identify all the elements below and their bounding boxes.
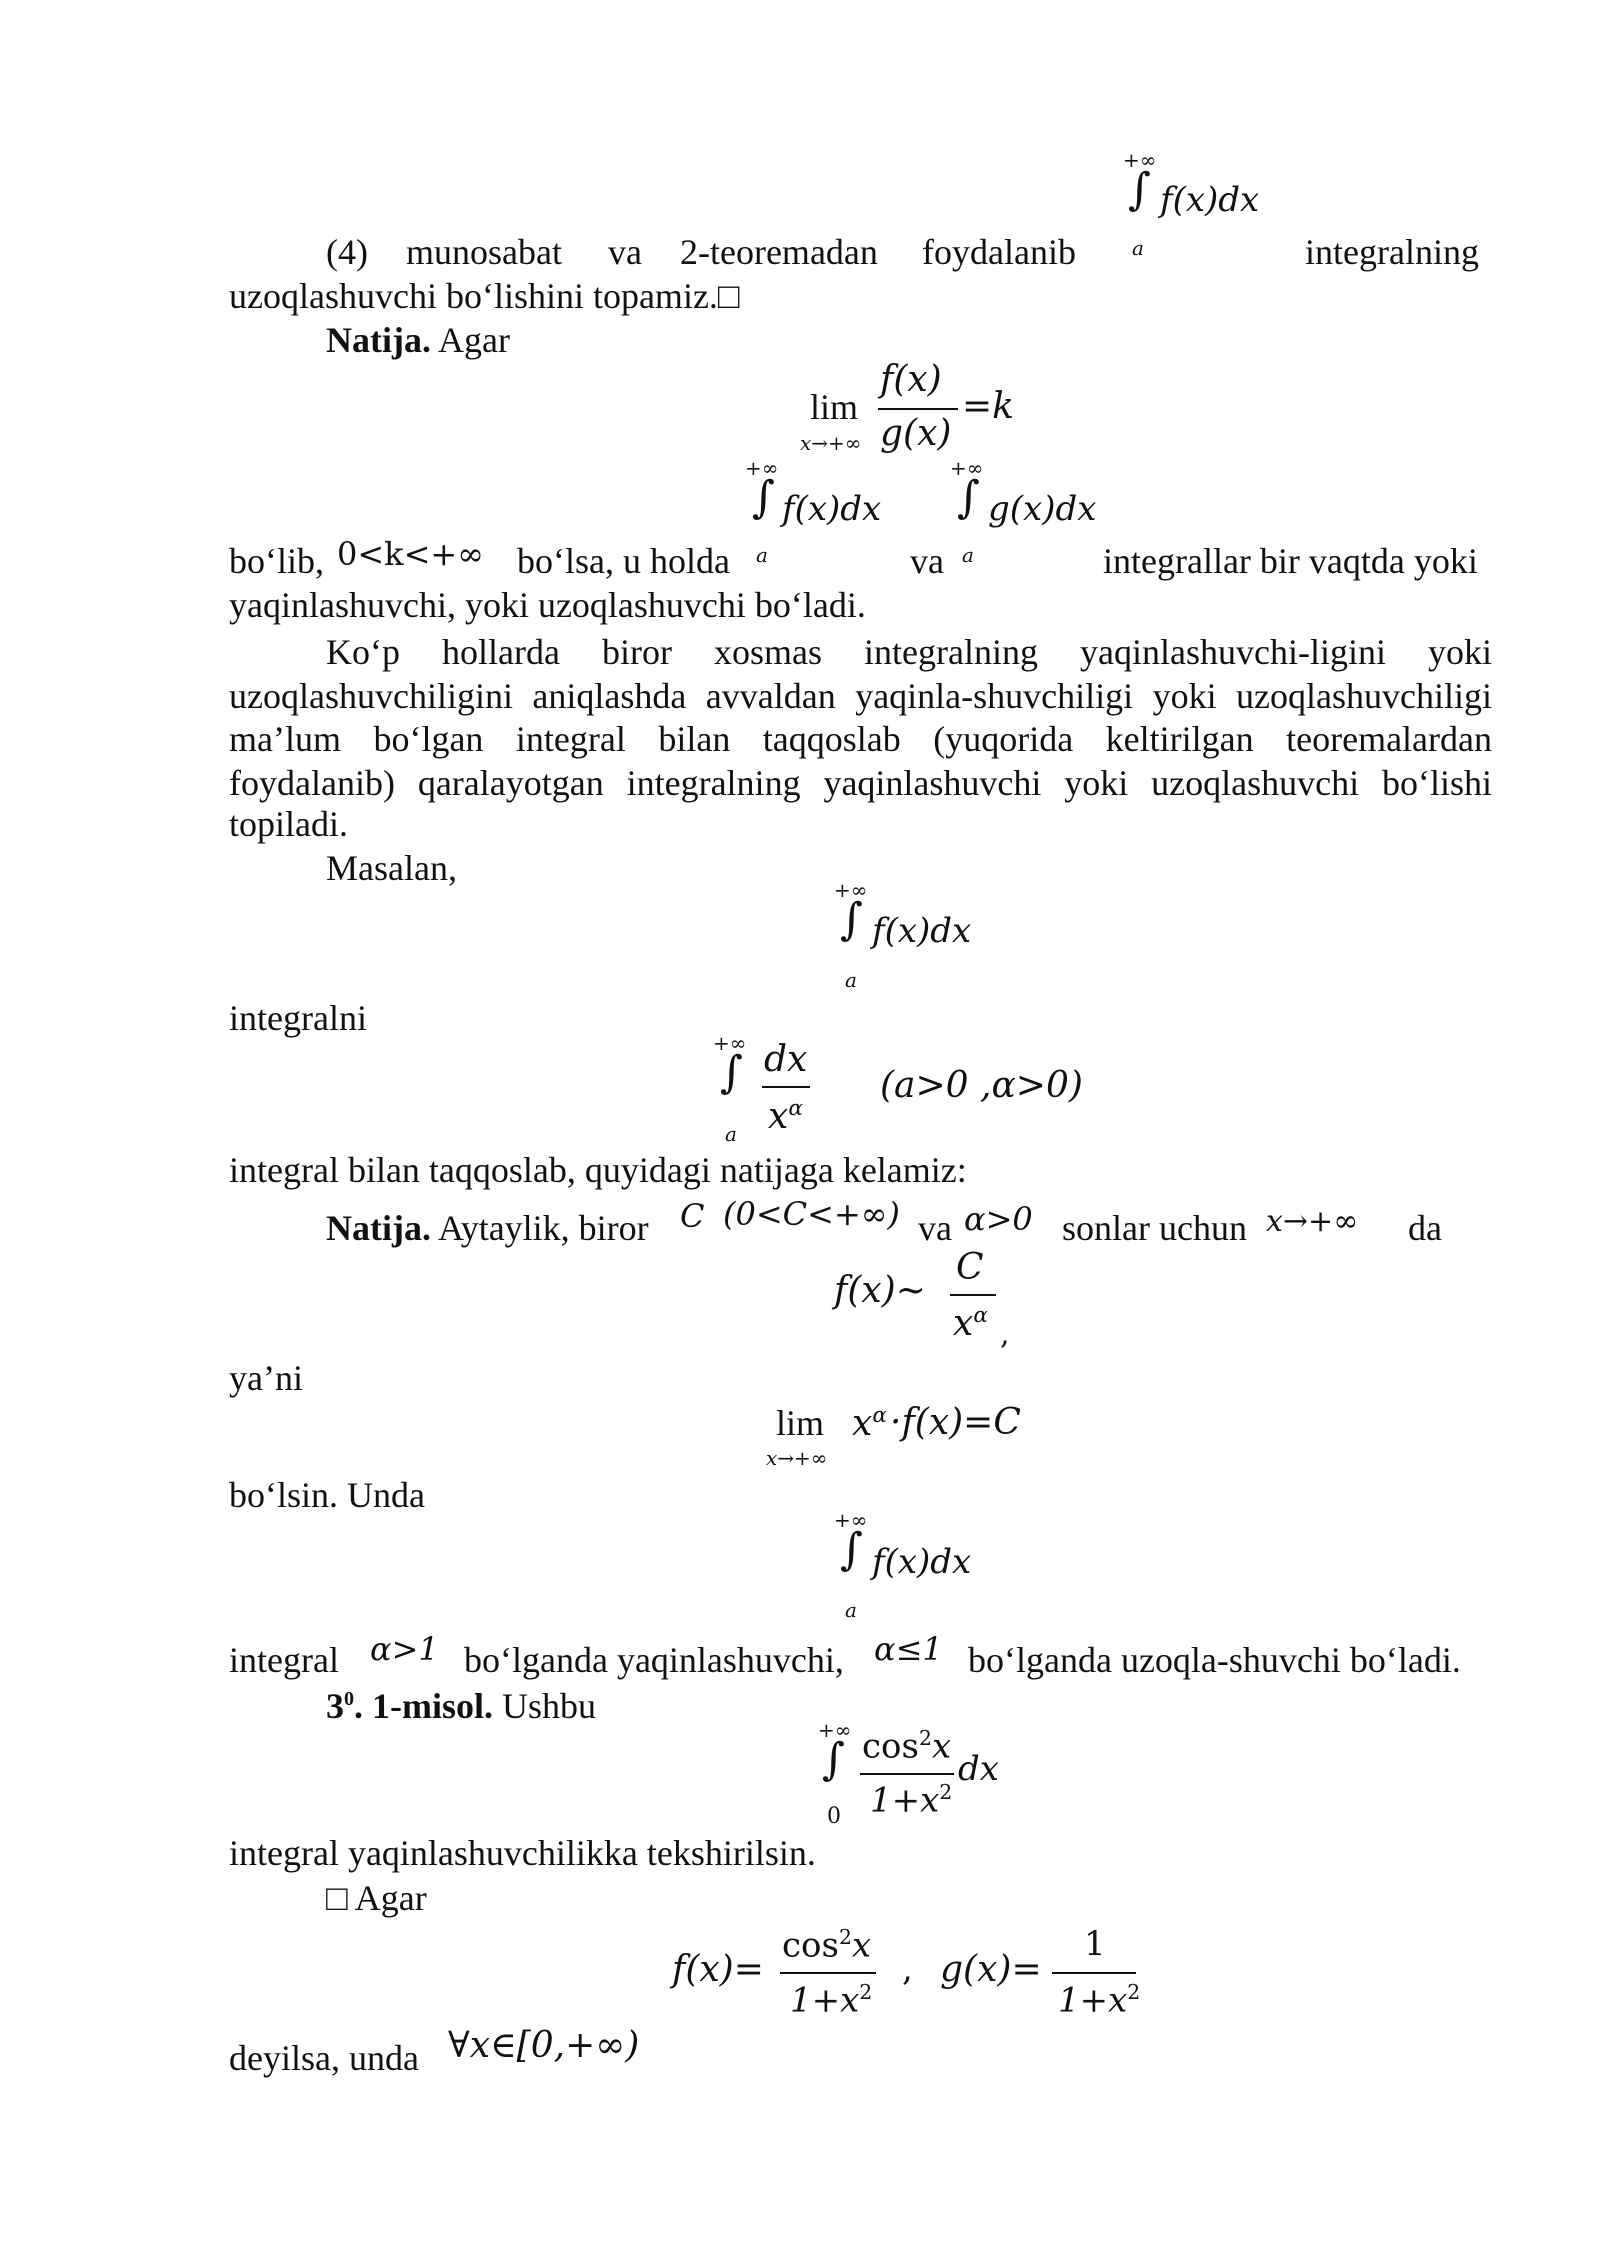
text-sonlar-uchun: sonlar uchun [1062, 1208, 1247, 1248]
integral-upper-limit: +∞ [834, 878, 868, 902]
fraction-bar [780, 1972, 876, 1974]
alpha-gt-0: α>0 [964, 1200, 1033, 1238]
text-bolsin-unda: bo‘lsin. Unda [229, 1475, 425, 1515]
integrand-fx-dx: f(x)dx [782, 489, 882, 529]
integral-lower-limit-0: 0 [827, 1804, 841, 1829]
x-to-infinity: x→+∞ [1266, 1204, 1359, 1239]
lim-subscript: x→+∞ [800, 431, 862, 455]
fraction-bar [860, 1773, 954, 1775]
paragraph-line1: Ko‘p hollarda biror xosmas integralning yaqinlashuvchi-ligini yoki [326, 632, 1492, 672]
fraction-denominator-gx: g(x) [880, 413, 952, 454]
integral-lower-limit: a [845, 1598, 857, 1622]
text-line1-f: integralning [1305, 232, 1479, 272]
lim-subscript: x→+∞ [766, 1446, 828, 1470]
integral-upper-limit: +∞ [745, 456, 779, 480]
constant-C: C [680, 1197, 705, 1235]
text-integral: integral [229, 1640, 339, 1680]
text-line1-a: (4) [326, 232, 368, 272]
paragraph-line3: ma’lum bo‘lgan integral bilan taqqoslab (yuqorida keltirilgan teoremalardan [229, 719, 1492, 759]
misol-heading: $3^0$. 1-misol. Ushbu [326, 1686, 597, 1726]
text-line1-b: munosabat [406, 232, 562, 272]
text-line4-a: bo‘lib, [229, 541, 324, 581]
integral-lower-limit: a [756, 543, 768, 567]
separator-comma: , [902, 1949, 913, 1989]
comma: , [1000, 1317, 1010, 1352]
fraction-bar [950, 1294, 996, 1296]
fraction-numerator-dx: dx [764, 1039, 808, 1080]
fraction-denominator-1-plus-x2: $1+x^2$ [1058, 1980, 1141, 2021]
k-range: 0<k<+∞ [337, 535, 484, 573]
text-masalan: Masalan, [326, 848, 457, 888]
alpha-gt-1: α>1 [370, 1630, 439, 1668]
integral-upper-limit: +∞ [950, 456, 984, 480]
integral-sign: ∫ [840, 1524, 863, 1575]
integrand-fx-dx: f(x)dx [1160, 180, 1260, 220]
fraction-denominator-x-alpha: $x^\alpha$ [953, 1303, 988, 1344]
fraction-denominator-x-alpha: $x^\alpha$ [768, 1096, 803, 1137]
integral-upper-limit: +∞ [818, 1718, 852, 1742]
integrand-gx-dx: g(x)dx [988, 489, 1097, 529]
natija-heading-1: Natija. Agar [326, 320, 510, 360]
alpha-le-1: α≤1 [874, 1630, 943, 1668]
text-agar-2: □ Agar [326, 1878, 427, 1918]
integrand-fx-dx: f(x)dx [872, 911, 972, 951]
integral-sign: ∫ [840, 894, 863, 945]
forall-x-domain: ∀x∈[0,+∞) [448, 2025, 640, 2066]
integral-sign: ∫ [752, 472, 775, 523]
integral-sign: ∫ [1128, 164, 1151, 215]
integral-upper-limit: +∞ [713, 1031, 747, 1055]
paragraph-line2: uzoqlashuvchiligini aniqlashda avvaldan yaqinla-shuvchiligi yoki uzoqlashuvchiligi [229, 676, 1492, 716]
text-taqqoslab: integral bilan taqqoslab, quyidagi natijaga kelamiz: [229, 1150, 967, 1190]
text-line1-e: foydalanib [922, 232, 1076, 272]
text-da: da [1408, 1208, 1442, 1248]
paragraph-line4: foydalanib) qaralayotgan integralning yaqinlashuvchi yoki uzoqlashuvchi bo‘lishi [229, 763, 1492, 803]
fraction-bar [762, 1086, 810, 1088]
dx: dx [958, 1749, 999, 1789]
lim-operator: lim [776, 1403, 825, 1443]
text-line1-c: va [608, 232, 642, 272]
integral-sign: ∫ [720, 1047, 743, 1098]
integral-sign: ∫ [957, 472, 980, 523]
equals-k: =k [962, 386, 1014, 427]
integral-upper-limit: +∞ [1123, 148, 1157, 172]
text-deyilsa-unda: deyilsa, unda [229, 2038, 419, 2078]
integral-lower-limit: a [725, 1122, 737, 1146]
fx-equals: f(x)= [672, 1949, 764, 1990]
fraction-numerator-cos2x: $\cos^2x$ [862, 1726, 952, 1767]
integral-upper-limit: +∞ [834, 1508, 868, 1532]
fraction-bar [1052, 1972, 1136, 1974]
text-line5: yaqinlashuvchi, yoki uzoqlashuvchi bo‘ladi. [229, 585, 866, 625]
text-tekshirilsin: integral yaqinlashuvchilikka tekshirilsin. [229, 1833, 816, 1873]
text-yani: ya’ni [229, 1358, 303, 1398]
integral-sign: ∫ [822, 1734, 845, 1785]
text-line4-b: bo‘lsa, u holda [517, 541, 730, 581]
text-line4-c: va [910, 541, 944, 581]
C-range: (0<C<+∞) [723, 1195, 900, 1233]
fraction-bar [878, 408, 958, 410]
condition-a-alpha: (a>0 ,α>0) [880, 1065, 1083, 1106]
text-va: va [918, 1208, 952, 1248]
gx-equals: g(x)= [940, 1949, 1042, 1990]
paragraph-line5: topiladi. [229, 804, 348, 844]
fraction-numerator-1: 1 [1084, 1924, 1106, 1964]
text-yaqinlashuvchi: bo‘lganda yaqinlashuvchi, [464, 1640, 844, 1680]
integral-lower-limit: a [845, 968, 857, 992]
integral-lower-limit: a [962, 543, 974, 567]
fraction-numerator-cos2x: $\cos^2x$ [782, 1925, 872, 1966]
fraction-numerator-C: C [956, 1247, 984, 1288]
integral-lower-limit: a [1132, 236, 1144, 260]
fraction-denominator-1-plus-x2: $1+x^2$ [870, 1780, 953, 1821]
text-line4-d: integrallar bir vaqtda yoki [1103, 541, 1478, 581]
fraction-numerator-fx: f(x) [880, 359, 942, 400]
natija-heading-2: Natija. Aytaylik, biror [326, 1208, 649, 1248]
integrand-fx-dx: f(x)dx [872, 1542, 972, 1582]
times-fx-eq-C: ·f(x)=C [890, 1402, 1021, 1443]
text-line1-d: 2-teoremadan [680, 232, 878, 272]
text-uzoqlashuvchi: bo‘lganda uzoqla-shuvchi bo‘ladi. [968, 1640, 1461, 1680]
text-line2: uzoqlashuvchi bo‘lishini topamiz.□ [229, 276, 740, 316]
x-alpha-term: $x^\alpha$ [852, 1403, 887, 1444]
lim-operator: lim [810, 387, 859, 427]
f-sim: f(x)~ [834, 1270, 926, 1311]
text-integralni: integralni [229, 998, 367, 1038]
fraction-denominator-1-plus-x2: $1+x^2$ [790, 1980, 873, 2021]
